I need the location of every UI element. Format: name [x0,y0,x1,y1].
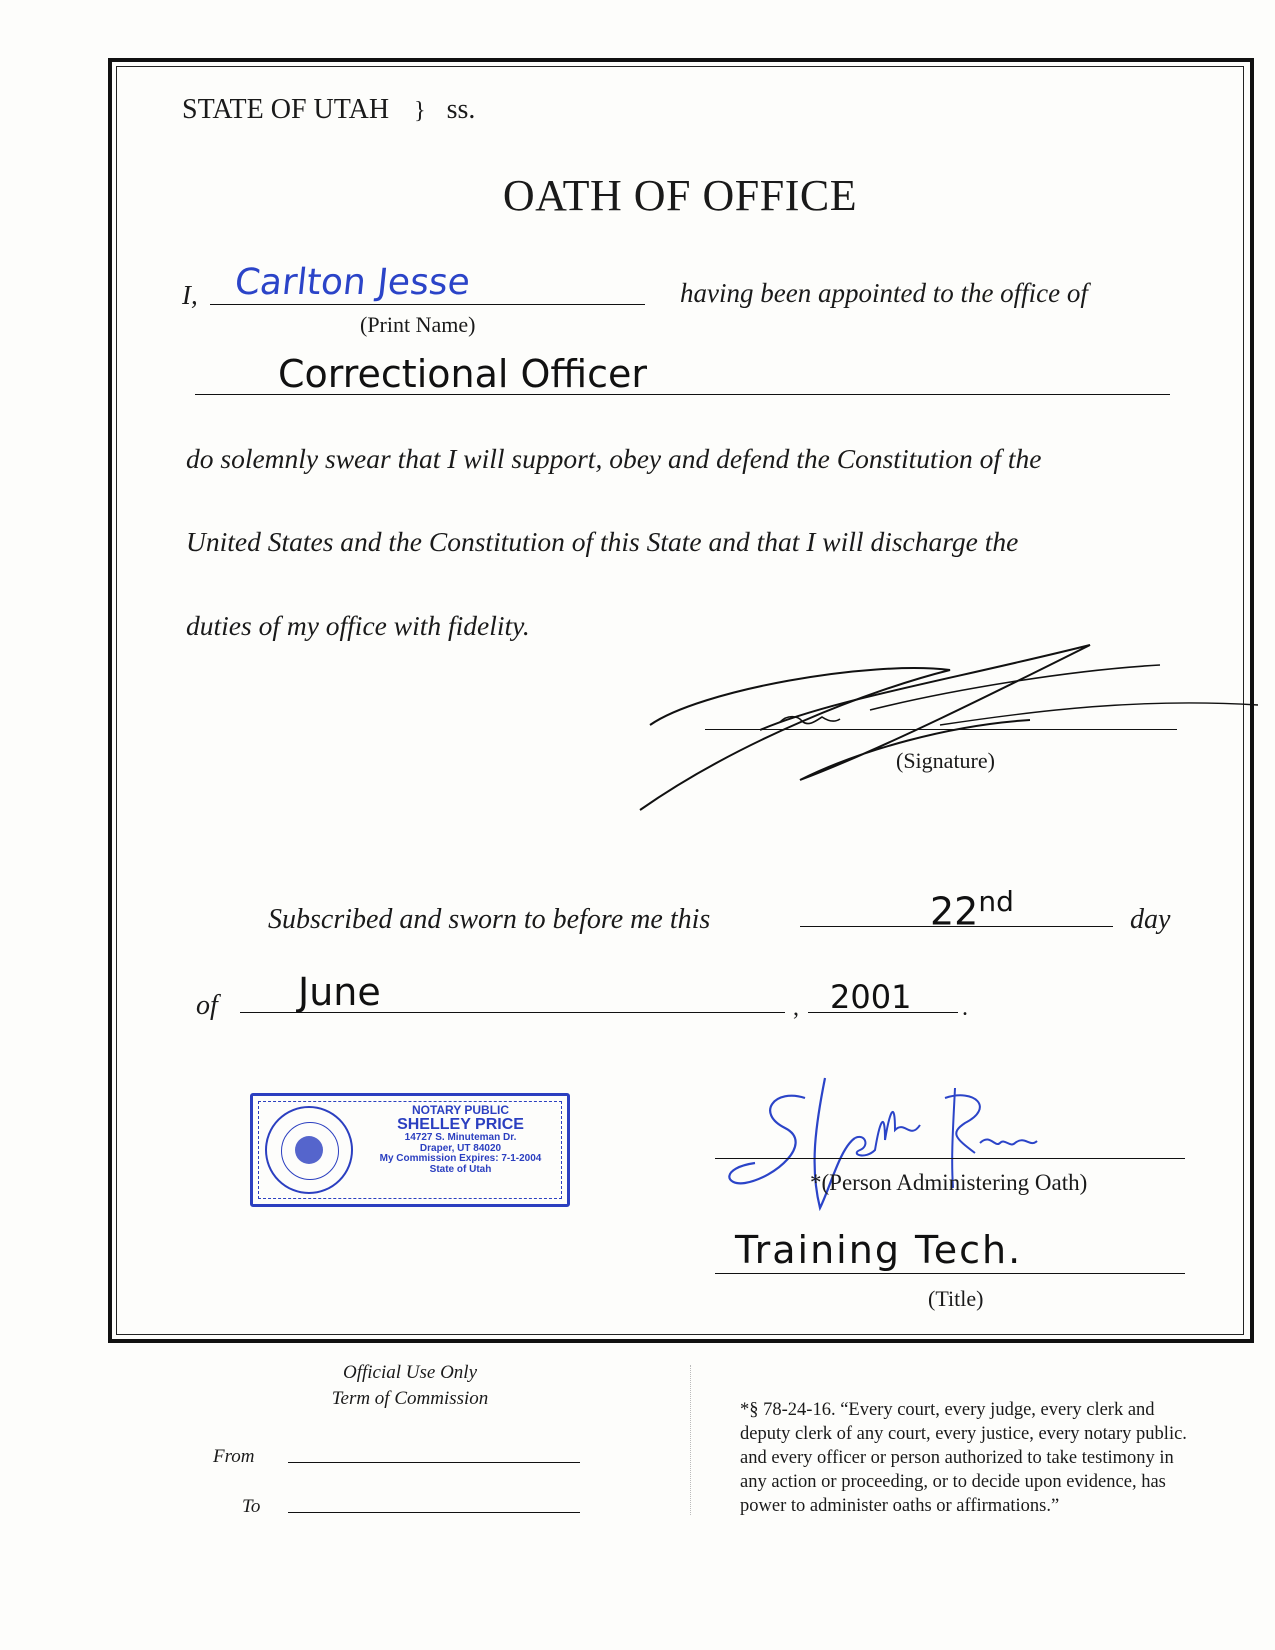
oath-line-3: duties of my office with fidelity. [186,610,530,641]
footnote-line-5: power to administer oaths or affirmations.” [740,1496,1060,1516]
state-name: STATE OF UTAH [182,94,390,125]
name-line [210,304,645,305]
of-word: of [196,990,218,1021]
subscribed-text: Subscribed and sworn to before me this [268,904,711,935]
oath-taker-signature [620,630,1260,820]
brace: } [414,98,426,124]
appointed-text: having been appointed to the office of [680,278,1088,308]
document-title: OATH OF OFFICE [502,171,858,220]
stamp-line-5: My Commission Expires: 7-1-2004 [379,1153,542,1165]
divider [690,1365,691,1515]
day-value [930,885,1014,934]
from-label: From [213,1446,255,1467]
footnote-line-2: deputy clerk of any court, every justice, every notary public. [740,1424,1187,1444]
state-seal [265,1106,353,1194]
footnote-line-1: *§ 78-24-16. “Every court, every judge, every clerk and [740,1400,1155,1420]
administrator-title: Training Tech. [735,1228,1023,1272]
title-line [715,1273,1185,1274]
stamp-line-1: NOTARY PUBLIC [411,1103,510,1117]
stamp-text [358,1104,563,1175]
day-word: day [1130,904,1171,935]
stamp-line-4: Draper, UT 84020 [419,1142,502,1154]
oath-prefix: I, [182,280,198,310]
date-comma: , [793,995,799,1021]
title-caption: (Title) [928,1286,984,1311]
day-number: 22 [930,889,979,934]
office-title: Correctional Officer [278,352,648,396]
footnote-line-4: any action or proceeding, or to decide upon evidence, has [740,1472,1166,1492]
from-line [288,1462,580,1463]
signature-line [705,729,1177,730]
signature-caption: (Signature) [896,748,995,773]
official-heading-2: Term of Commission [331,1388,489,1409]
day-suffix: nd [978,885,1014,918]
seal-emblem [295,1136,323,1164]
print-name-caption: (Print Name) [360,312,476,337]
date-period: . [962,995,968,1021]
official-heading-1: Official Use Only [342,1362,478,1383]
printed-name: Carlton Jesse [232,262,472,303]
administrator-line [715,1158,1185,1159]
stamp-line-2: SHELLEY PRICE [397,1115,524,1133]
oath-line-2: United States and the Constitution of this State and that I will discharge the [186,526,1019,557]
oath-line-1: do solemnly swear that I will support, obey and defend the Constitution of the [186,443,1042,474]
month-value: June [298,970,381,1014]
to-label: To [242,1496,261,1517]
stamp-line-6: State of Utah [429,1163,492,1175]
footnote-line-3: and every officer or person authorized to take testimony in [740,1448,1174,1468]
administrator-caption: *(Person Administering Oath) [810,1170,1088,1195]
to-line [288,1512,580,1513]
ss-label: ss. [446,94,476,125]
stamp-line-3: 14727 S. Minuteman Dr. [404,1132,517,1144]
administrator-signature [715,1068,1075,1228]
year-value: 2001 [830,978,912,1016]
statute-footnote [740,1398,1187,1518]
notary-stamp [250,1093,570,1207]
state-heading [182,94,475,126]
